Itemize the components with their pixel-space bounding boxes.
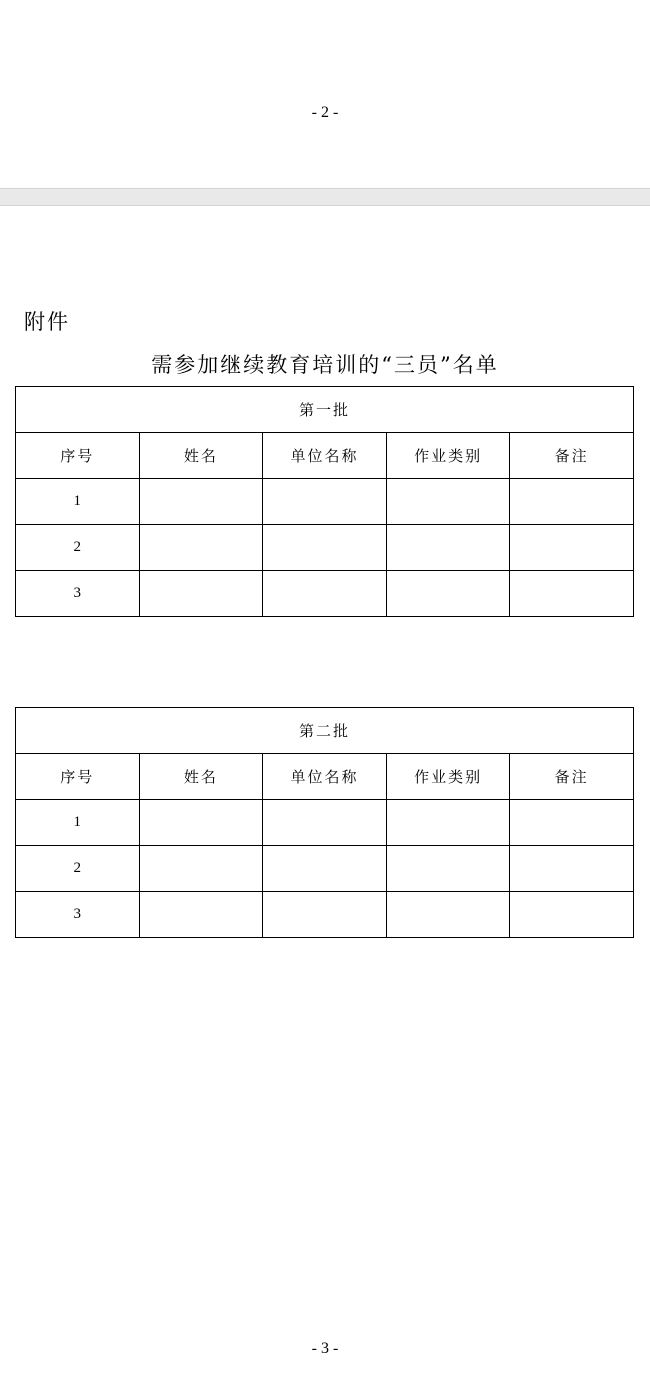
cell-no: 1 bbox=[16, 800, 140, 846]
table-row bbox=[16, 479, 634, 525]
page-number: - 2 - bbox=[311, 104, 339, 121]
column-header-name: 姓名 bbox=[139, 433, 263, 479]
document-page bbox=[0, 206, 650, 1379]
table-row bbox=[16, 525, 634, 571]
cell-no: 2 bbox=[16, 525, 140, 571]
batch-title-row bbox=[16, 387, 634, 433]
cell-unit bbox=[263, 892, 387, 938]
cell-no: 3 bbox=[16, 892, 140, 938]
cell-remark bbox=[510, 571, 634, 617]
column-header-category: 作业类别 bbox=[386, 754, 510, 800]
cell-name bbox=[139, 800, 263, 846]
column-header-unit: 单位名称 bbox=[263, 433, 387, 479]
attachment-label: 附件 bbox=[24, 310, 70, 334]
roster-table-batch-2 bbox=[15, 707, 634, 938]
cell-category bbox=[386, 479, 510, 525]
cell-remark bbox=[510, 800, 634, 846]
cell-category bbox=[386, 571, 510, 617]
cell-unit bbox=[263, 800, 387, 846]
cell-category bbox=[386, 525, 510, 571]
batch-title-row bbox=[16, 708, 634, 754]
cell-remark bbox=[510, 846, 634, 892]
cell-name bbox=[139, 571, 263, 617]
roster-table-batch-1 bbox=[15, 386, 634, 617]
table-row bbox=[16, 892, 634, 938]
column-header-row bbox=[16, 754, 634, 800]
cell-name bbox=[139, 479, 263, 525]
table-row bbox=[16, 846, 634, 892]
cell-category bbox=[386, 846, 510, 892]
cell-unit bbox=[263, 479, 387, 525]
column-header-category: 作业类别 bbox=[386, 433, 510, 479]
cell-no: 2 bbox=[16, 846, 140, 892]
column-header-remark: 备注 bbox=[510, 754, 634, 800]
cell-no: 1 bbox=[16, 479, 140, 525]
column-header-row bbox=[16, 433, 634, 479]
table-row bbox=[16, 800, 634, 846]
document-title: 需参加继续教育培训的“三员”名单 bbox=[151, 353, 499, 377]
page-separator bbox=[0, 188, 650, 206]
previous-page bbox=[0, 0, 650, 188]
cell-remark bbox=[510, 479, 634, 525]
cell-remark bbox=[510, 525, 634, 571]
cell-name bbox=[139, 846, 263, 892]
cell-category bbox=[386, 800, 510, 846]
cell-remark bbox=[510, 892, 634, 938]
cell-unit bbox=[263, 846, 387, 892]
column-header-remark: 备注 bbox=[510, 433, 634, 479]
cell-name bbox=[139, 525, 263, 571]
cell-unit bbox=[263, 525, 387, 571]
cell-unit bbox=[263, 571, 387, 617]
cell-name bbox=[139, 892, 263, 938]
table-row bbox=[16, 571, 634, 617]
cell-category bbox=[386, 892, 510, 938]
column-header-no: 序号 bbox=[16, 433, 140, 479]
column-header-name: 姓名 bbox=[139, 754, 263, 800]
column-header-unit: 单位名称 bbox=[263, 754, 387, 800]
cell-no: 3 bbox=[16, 571, 140, 617]
page-number: - 3 - bbox=[311, 1340, 339, 1357]
column-header-no: 序号 bbox=[16, 754, 140, 800]
batch-title: 第一批 bbox=[16, 387, 634, 433]
batch-title: 第二批 bbox=[16, 708, 634, 754]
